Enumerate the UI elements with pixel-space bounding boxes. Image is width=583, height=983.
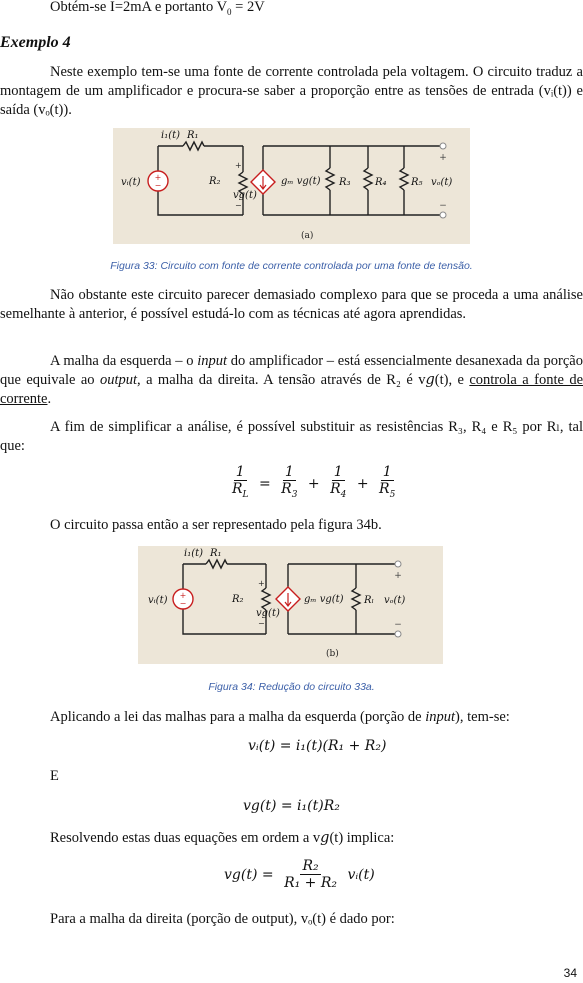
- label-vg: v𝑔(t): [256, 608, 280, 619]
- label-i1: i₁(t): [184, 548, 204, 559]
- conjunction-e: E: [50, 768, 59, 784]
- label-vo: vₒ(t): [384, 595, 406, 606]
- circuit-34-diagram: [138, 546, 443, 664]
- top-line: Obtém-se I=2mA e portanto $V_0 = 2V$: [50, 0, 265, 17]
- svg-text:+: +: [258, 579, 265, 588]
- label-r4: R₄: [375, 177, 387, 188]
- figure-34-caption: Figura 34: Redução do circuito 33a.: [208, 681, 375, 693]
- figure-33-caption: Figura 33: Circuito com fonte de corrente controlada por uma fonte de tensão.: [110, 260, 473, 272]
- paragraph-loops: A malha da esquerda – o input do amplificador – está essencialmente desanexada da porção que equivale ao output, a malha da direita. A tensão através de R₂ é v𝑔(t), e controla a fonte de corrente.: [0, 353, 583, 407]
- label-i1: i₁(t): [161, 130, 181, 141]
- paragraph-left-loop: Aplicando a lei das malhas para a malha da esquerda (porção de input), tem-se:: [50, 709, 510, 725]
- svg-text:+: +: [179, 591, 187, 600]
- equation-parallel-resistance: $\frac{1}{R_L}$ = $\frac{1}{R_3}$ + $\frac{1}{R_4}$ + $\frac{1}{R_5}$: [232, 464, 396, 500]
- svg-text:−: −: [394, 620, 402, 630]
- paragraph-complexity: Não obstante este circuito parecer demasiado complexo para que se proceda a uma análise semelhante à anterior, é possível estudá-lo com as técnicas até agora aprendidas.: [0, 287, 583, 322]
- label-gm: gₘ v𝑔(t): [281, 176, 321, 187]
- paragraph-simplify: A fim de simplificar a análise, é possível substituir as resistências R₃, R₄ e R₅ por Rₗ, tal que:: [0, 419, 583, 454]
- page-number: 34: [563, 966, 577, 980]
- label-vi: vᵢ(t): [148, 595, 168, 606]
- circuit-33-diagram: [113, 128, 470, 244]
- label-r5: R₅: [411, 177, 423, 188]
- label-vg: v𝑔(t): [233, 190, 257, 201]
- figure-34-circuit: [138, 546, 443, 664]
- label-sub-b: (b): [326, 649, 339, 659]
- label-sub-a: (a): [301, 231, 314, 241]
- section-heading: Exemplo 4: [0, 34, 71, 51]
- svg-text:+: +: [154, 173, 162, 182]
- svg-text:−: −: [258, 619, 265, 628]
- label-vi: vᵢ(t): [121, 177, 141, 188]
- svg-text:−: −: [235, 201, 242, 210]
- label-r1: R₁: [187, 130, 199, 141]
- svg-text:−: −: [439, 201, 447, 211]
- svg-text:+: +: [439, 153, 447, 163]
- label-vo: vₒ(t): [431, 177, 453, 188]
- label-r3: R₃: [339, 177, 351, 188]
- svg-text:+: +: [235, 161, 242, 170]
- svg-text:−: −: [154, 181, 162, 190]
- svg-text:−: −: [179, 599, 187, 608]
- label-rl: Rₗ: [364, 595, 374, 606]
- label-r1: R₁: [210, 548, 222, 559]
- figure-33-circuit: [113, 128, 470, 244]
- label-r2: R₂: [209, 176, 221, 187]
- svg-text:+: +: [394, 571, 402, 581]
- label-gm: gₘ v𝑔(t): [304, 594, 344, 605]
- equation-vi: vᵢ(t) = i₁(t)(R₁ + R₂): [248, 738, 387, 754]
- paragraph-intro: Neste exemplo tem-se uma fonte de corrente controlada pela voltagem. O circuito traduz a montagem de um amplificador e procura-se saber a proporção entre as tensões de entrada (vᵢ(t)) e saída (vₒ(t)).: [0, 64, 583, 118]
- equation-vg: v𝑔(t) = i₁(t)R₂: [243, 798, 340, 814]
- paragraph-solving: Resolvendo estas duas equações em ordem a v𝑔(t) implica:: [50, 830, 395, 846]
- paragraph-fig34-intro: O circuito passa então a ser representado pela figura 34b.: [50, 517, 382, 533]
- paragraph-right-loop: Para a malha da direita (porção de output), vₒ(t) é dado por:: [50, 911, 395, 927]
- label-r2: R₂: [232, 594, 244, 605]
- equation-vg-ratio: v𝑔(t) = $\frac{\text{R₂}}{\text{R₁ + R₂}}$ vᵢ(t): [224, 858, 375, 891]
